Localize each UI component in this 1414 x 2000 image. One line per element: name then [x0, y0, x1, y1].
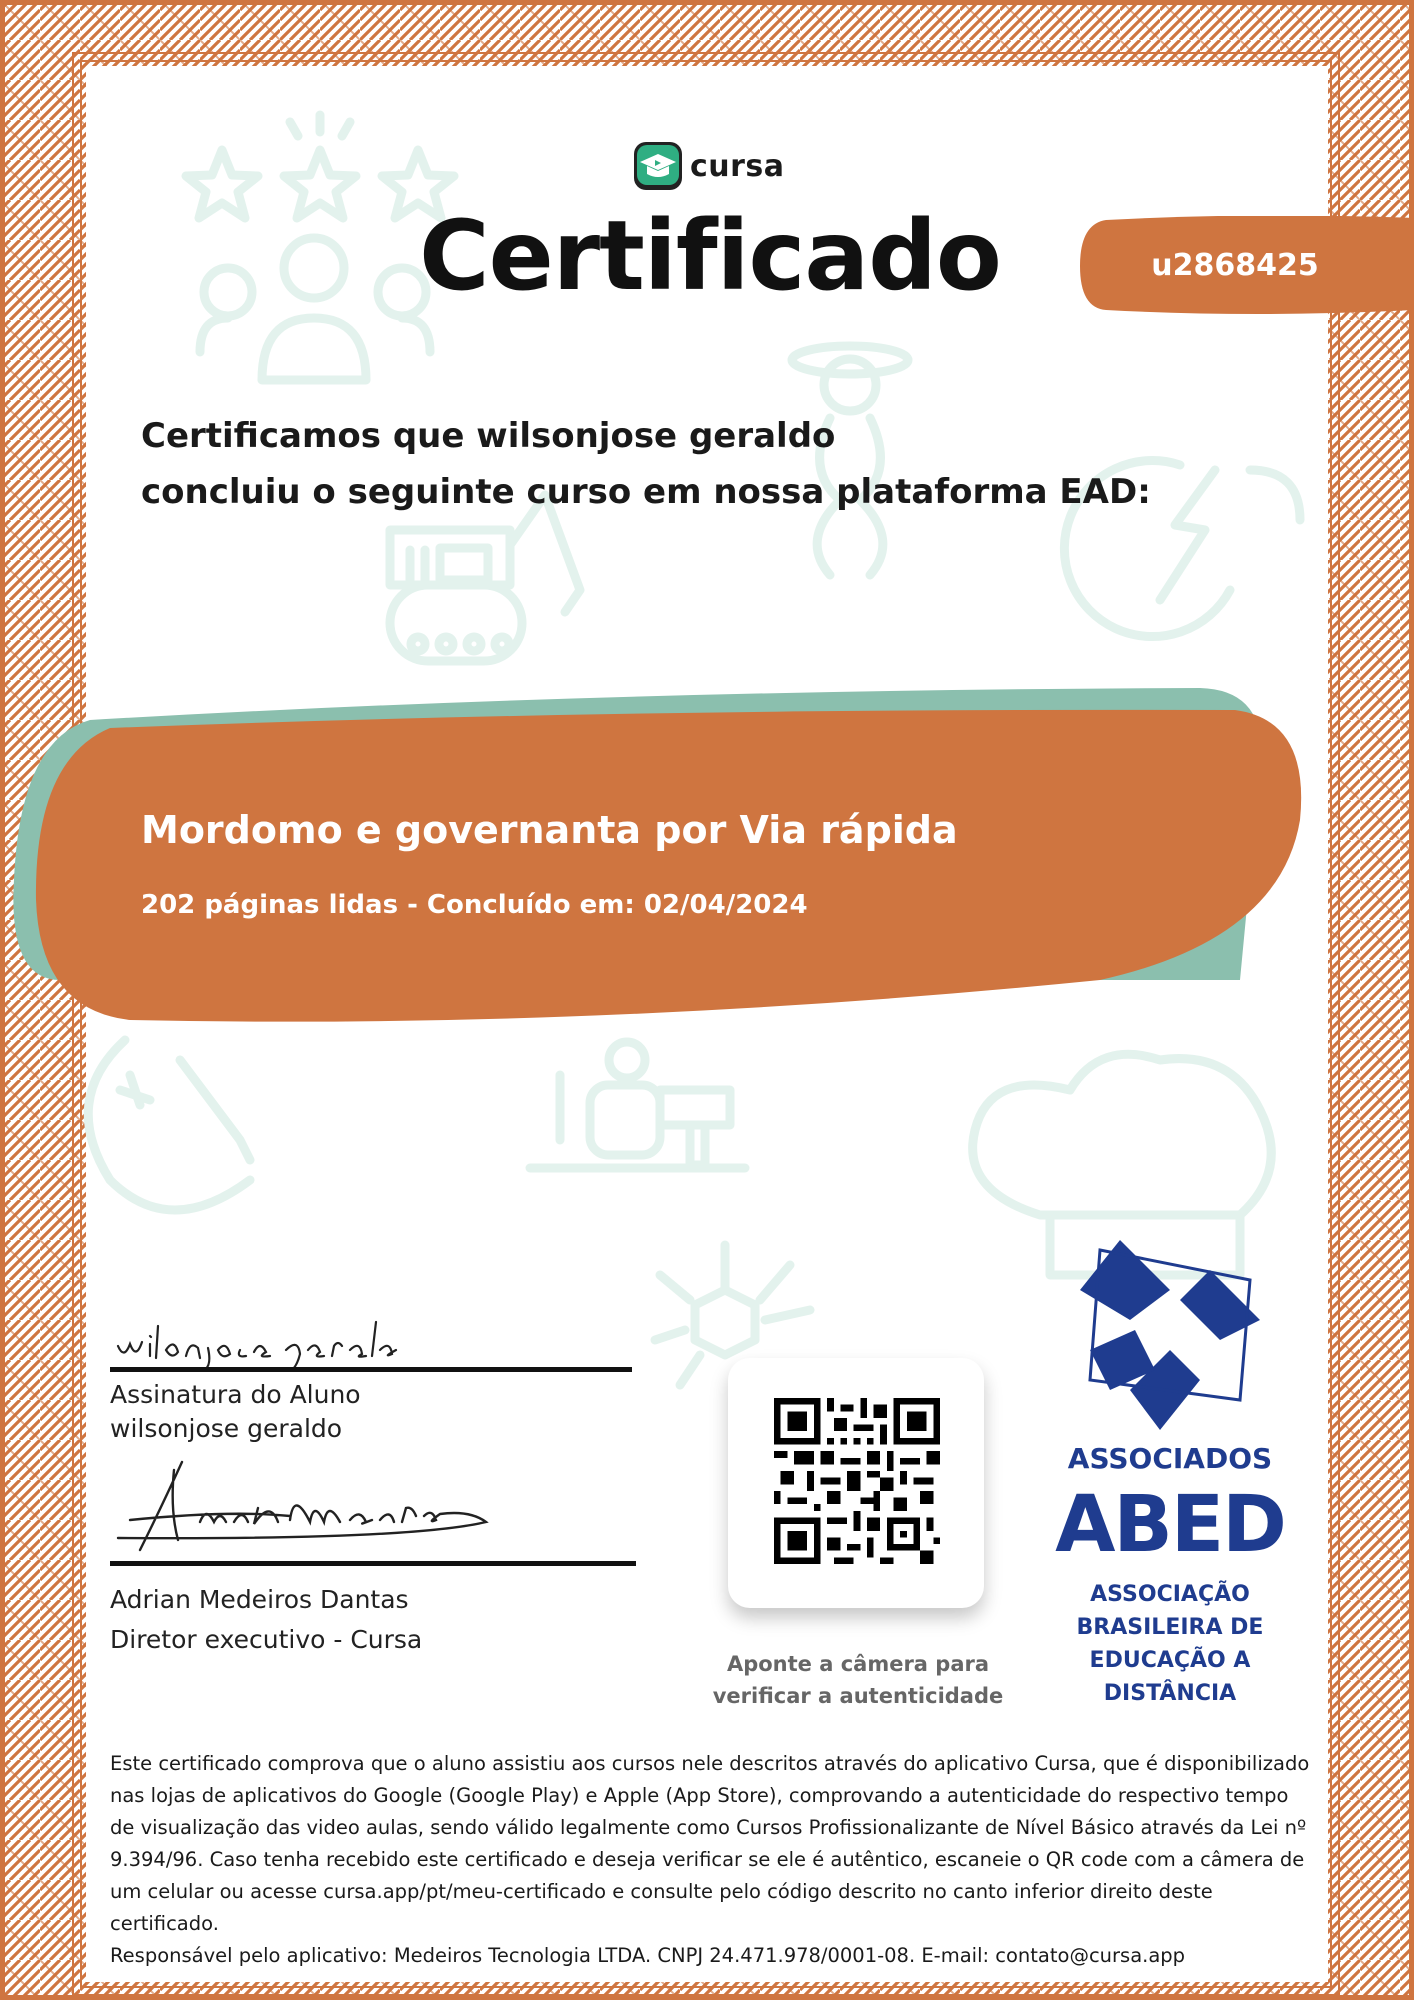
director-signature-line	[110, 1561, 636, 1566]
certification-line-2: concluiu o seguinte curso em nossa plataforma EAD:	[141, 472, 1151, 512]
qr-caption	[700, 1648, 1016, 1712]
qr-code-card[interactable]	[728, 1358, 984, 1608]
cursa-logo	[632, 140, 785, 192]
certification-statement	[141, 408, 1151, 520]
qr-caption-line-1: Aponte a câmera para	[726, 1652, 990, 1676]
abed-line-4: DISTÂNCIA	[1103, 1681, 1237, 1706]
abed-line-2: BRASILEIRA DE	[1076, 1615, 1264, 1640]
abed-full-name	[1040, 1578, 1300, 1710]
student-signature-label: Assinatura do Aluno	[110, 1380, 361, 1409]
certificate-code: u2868425	[1151, 248, 1319, 283]
certification-line-1: Certificamos que wilsonjose geraldo	[141, 416, 836, 456]
student-signature-line	[110, 1367, 632, 1372]
course-title: Mordomo e governanta por Via rápida	[141, 808, 958, 852]
legal-footer-responsible: Responsável pelo aplicativo: Medeiros Tecnologia LTDA. CNPJ 24.471.978/0001-08. E-mail: contato@cursa.app	[110, 1944, 1186, 1967]
welding-torch-icon	[88, 1040, 250, 1210]
student-name: wilsonjose geraldo	[110, 1414, 343, 1443]
brand-name: cursa	[690, 148, 785, 184]
abed-associados-label: ASSOCIADOS	[1067, 1442, 1273, 1475]
director-name: Adrian Medeiros Dantas	[110, 1585, 409, 1614]
student-signature-block	[110, 1378, 361, 1446]
abed-logo-icon	[1060, 1230, 1280, 1440]
cashier-desk-icon	[530, 1042, 745, 1168]
director-signature-script	[110, 1450, 510, 1560]
legal-footer	[110, 1748, 1310, 1972]
course-completion-info: 202 páginas lidas - Concluído em: 02/04/2024	[141, 890, 808, 920]
director-role: Diretor executivo - Cursa	[110, 1625, 423, 1654]
abed-acronym: ABED	[1055, 1480, 1285, 1570]
qr-caption-line-2: verificar a autenticidade	[712, 1684, 1004, 1708]
qr-code[interactable]	[774, 1398, 940, 1564]
director-signature-block	[110, 1580, 422, 1660]
legal-footer-body: Este certificado comprova que o aluno assistiu aos cursos nele descritos através do aplicativo Cursa, que é disponibilizado nas lojas de aplicativos do Google (Google Play) e Apple (App Store), comprovando a autenticidade do respectivo tempo de visualização das video aulas, sendo válido legalmente como Cursos Profissionalizante de Nível Básico através da Lei nº 9.394/96. Caso tenha recebido este certificado e deseja verificar se ele é autêntico, escaneie o QR code com a câmera de um celular ou acesse cursa.app/pt/meu-certificado e consulte pelo código descrito no canto inferior direito deste certificado.	[110, 1752, 1310, 1935]
graduation-cap-play-icon	[632, 140, 684, 192]
student-signature-script	[110, 1310, 410, 1370]
course-banner	[0, 680, 1320, 1040]
abed-line-1: ASSOCIAÇÃO	[1090, 1582, 1250, 1607]
certificate-title: Certificado	[419, 200, 1001, 312]
abed-line-3: EDUCAÇÃO A	[1089, 1648, 1251, 1673]
